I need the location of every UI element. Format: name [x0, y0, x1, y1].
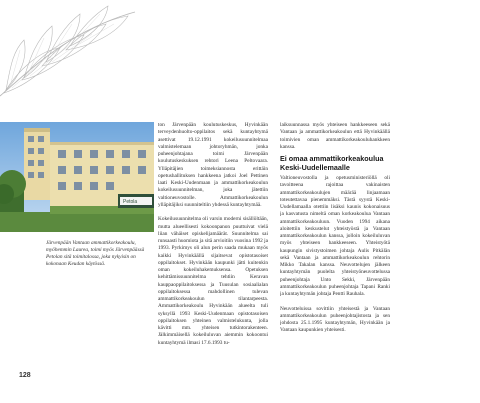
building-sign-text: Petola — [123, 199, 138, 205]
section-heading: Ei omaa ammattikorkeakoulua Keski-Uudellemaalle — [280, 154, 384, 172]
photo-caption: Järvenpään Vantaan ammattikorkeakoulu, myöhemmin Laurea, toimi myös Järvenpäässä Petolan sitä toimitalossa, joka nykyisin on kokonaan Keudan käytössä. — [46, 240, 145, 267]
paragraph: Neuvotteluissa sovittiin yhteisestä ja Vantaan ammattikorkeakoulun puheenjohtajistosta ja sen johdosta 25.1.1995 kuntayhtymän, Hyvinkään ja Vantaan kaupunkien yhteisesti. — [280, 305, 390, 334]
paragraph: laiksuunnassa myös yhteiseen hankkeeseen sekä Vantaan ja ammattikorkeakoulun että Hyvinkäällä toimivien oman ammattikorkeakouluhankkeen kanssa. — [280, 122, 390, 150]
building-photo — [0, 122, 154, 232]
page-number: 128 — [19, 372, 31, 379]
paragraph: Valtioneuvostolla ja opetusministeriöllä oli tavoitteena rajoittaa vakinaisten ammattikorkeakoulujen määrää linjaamaan toteutettavaa pienemmäksi. Tästä syystä Keski-Uudellamaalla otettiin lisäksi kaunis kokonaisuus ja kasvatusta nimeltä oman korkeakoulua Vantaan ammattikorkeakouluun. Vuoden 1994 aikana aloitettiin keskustelut yhteistyöstä ja Vantaan ammattikorkeakoulun kanssa, jolloin kokeiluluvan myös yhteiseen hankkeeseen. Yhteistyötä kaupungin sivistystoimen johtaja Aulis Pitkälän sekä Vantaan ja ammattikorkeakoulun rehtorin Mikko Takalan kanssa. Neuvottelujen jälkeen kuntayhtymän puolelta yhteistyöneuvottelussa puheenjohtaja Unto Sekki, Järvenpään ammattikorkeakoulun puheenjohtaja Tapani Ranki ja kuntayhtymän johtaja Pentti Rauhala. — [280, 175, 390, 297]
leaf-illustration — [0, 0, 140, 110]
paragraph: ton Järvenpään koulutuskeskus, Hyvinkään terveydenhuolto-oppilaitos sekä kuntayhtymä asettivat 19.12.1991 kokeilusuunnitelmaa valmistelemaan johtoryhmän, jonka puheenjohtajana toimi Järvenpään koulutuskeskuksen rehtori Leena Peltovaara. Ylläpitäjien toimeksiannosta erittäin opetushallituksen hankkeena jatkoi Joel Pettinen laati Keski-Uudenmaan ja ammattikorkeakoulun kokeilusuunnitelman, joka jätettiin valtioneuvostolle. Ammattikorkeakoulun ylläpitäjiksi suunniteltiin yhdessä kuntayhtymää. — [158, 122, 268, 208]
text-column-2 — [280, 122, 390, 366]
paragraph: Kokeilusuunnitelma oli varsin moderni sisällöltään, mutta alueellisesti kokoonpanon puuttuivat vielä liian vähäiset opiskelijamäärät. Suunnitelma sai runsaasti huomiota ja sitä arvioitiin vuosina 1992 ja 1993. Pyrkimys oli alun perin saada mukaan myös kaikki Hyvinkäällä sijaitsevat opistotasoiset oppilaitokset. Hyvinkään kaupunki jätti kuitenkin oman kokeiluhakemuksensa. Opetuksen kehittämissuunnitelma tehtiin Keravan kauppaoppilaitoksessa ja Tuusulan sosiaalialan oppilaitoksessa mahdollinen tulevan ammattikorkeakoulun tilantarpeesta. Ammattikorkeakoulu Hyvinkään alueelta tuli syksyllä 1993 Keski-Uudenmaan opistotasoisen oppilaitoksen yhteinen valmistelukunta, jolla kävitti mm. yhteisen tutkintorakenteen. Jälkimmäisellä kokeiluluvan aiemmin kokoontui kuntayhtymä ilmasi 17.6.1993 tu- — [158, 216, 268, 346]
text-column-1 — [158, 122, 268, 366]
